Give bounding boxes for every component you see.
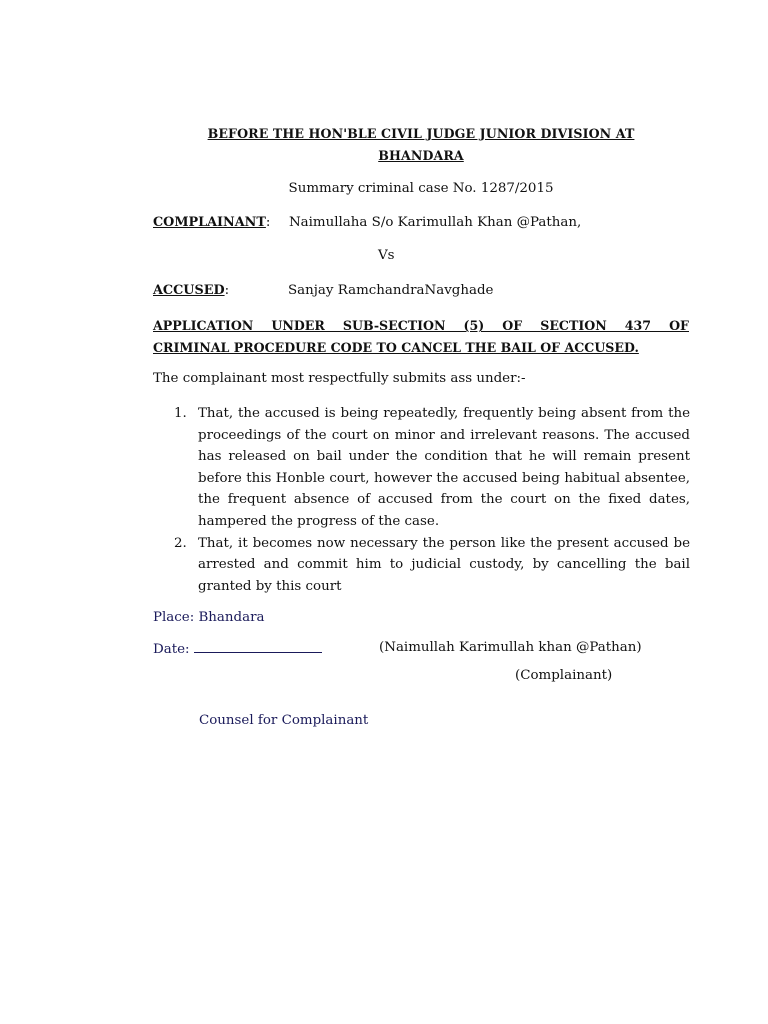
accused-name: Sanjay RamchandraNavghade	[288, 283, 494, 298]
place-text: Place: Bhandara	[153, 610, 265, 625]
submission-list	[174, 403, 690, 597]
list-item	[174, 403, 690, 533]
complainant-label: COMPLAINANT	[153, 215, 266, 230]
date-blank-line	[194, 640, 322, 653]
versus-text: Vs	[378, 248, 395, 263]
case-number: Summary criminal case No. 1287/2015	[288, 181, 554, 196]
intro-text: The complainant most respectfully submits ass under:-	[153, 371, 526, 386]
list-item-text: That, it becomes now necessary the person like the present accused be arrested and commit him to judicial custody, by cancelling the bail granted by this court	[198, 535, 690, 594]
court-heading-line-1: BEFORE THE HON'BLE CIVIL JUDGE JUNIOR DIVISION AT	[207, 126, 635, 141]
complainant-row: COMPLAINANT: Naimullaha S/o Karimullah Khan @Pathan,	[153, 215, 582, 230]
accused-label: ACCUSED	[153, 283, 225, 298]
accused-row: ACCUSED:	[153, 283, 230, 298]
application-title-line-2: CRIMINAL PROCEDURE CODE TO CANCEL THE BAIL OF ACCUSED.	[153, 340, 639, 355]
court-heading-line-2: BHANDARA	[378, 148, 464, 163]
list-item-number: 2.	[174, 535, 187, 551]
date-label: Date:	[153, 642, 190, 657]
list-item-number: 1.	[174, 406, 187, 421]
date-row	[153, 640, 322, 657]
application-title-line-1: APPLICATION UNDER SUB-SECTION (5) OF SECTION 437 OF	[153, 318, 689, 333]
list-item	[174, 533, 690, 598]
list-item-text: That, the accused is being repeatedly, frequently being absent from the proceedings of the court on minor and irrelevant reasons. The accused has released on bail under the condition that he will remain present before this Honble court, however the accused being habitual absentee, the frequent absence of accused from the court on the fixed dates, hampered the progress of the case.	[198, 406, 690, 529]
signatory-role: (Complainant)	[515, 668, 613, 683]
complainant-name: Naimullaha S/o Karimullah Khan @Pathan,	[288, 215, 582, 230]
signatory-name: (Naimullah Karimullah khan @Pathan)	[379, 640, 642, 655]
counsel-text: Counsel for Complainant	[199, 713, 369, 728]
